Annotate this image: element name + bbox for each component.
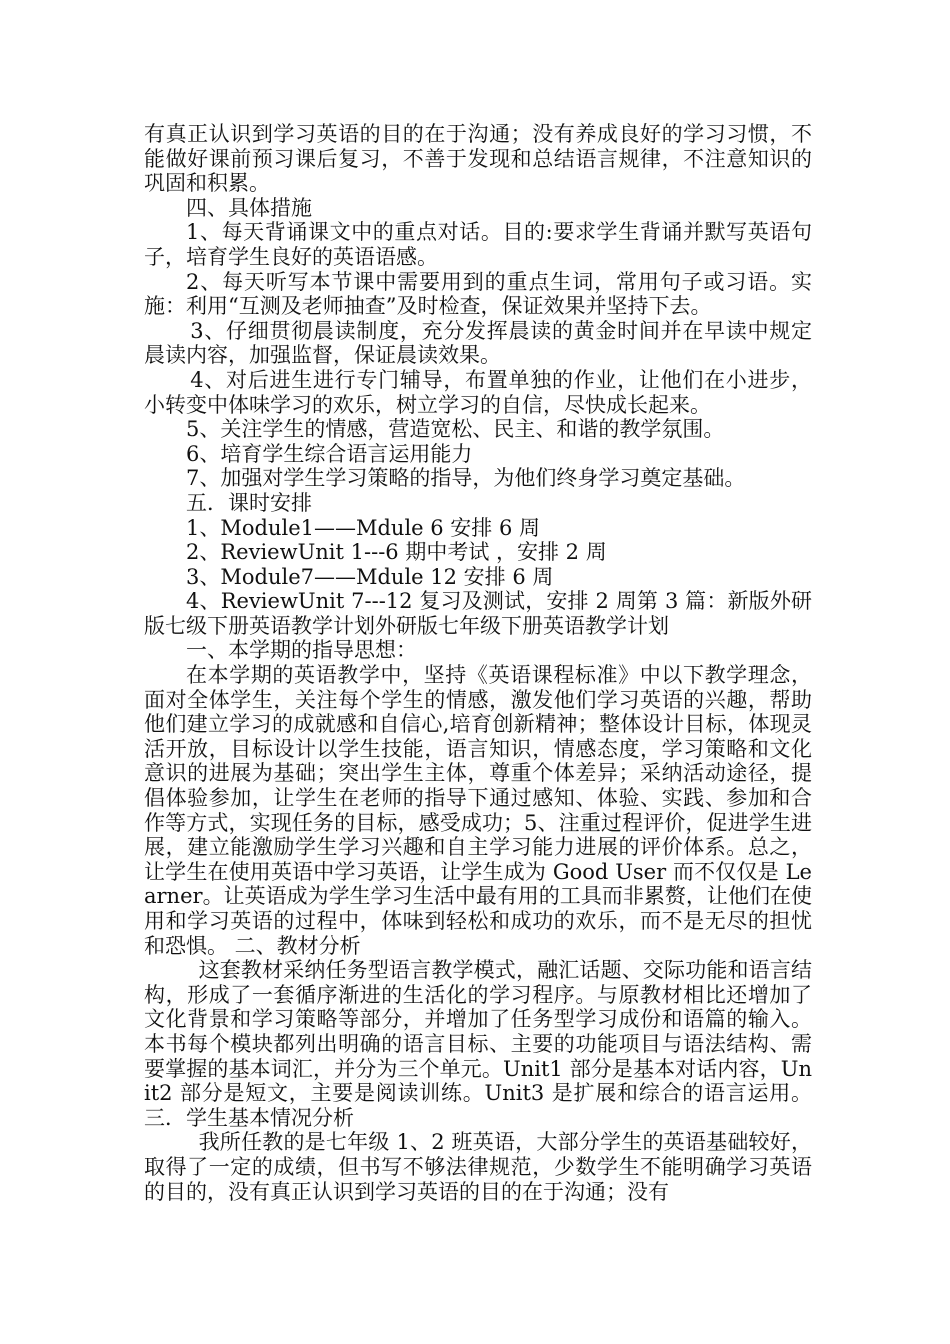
schedule-item: 3、Module7——Mdule 12 安排 6 周 xyxy=(186,564,554,589)
paragraph: 2、每天听写本节课中需要用到的重点生词，常用句子或习语。实施：利用“互测及老师抽查”及时检查，保证效果并坚持下去。 xyxy=(144,269,812,319)
paragraph: 4、对后进生进行专门辅导，布置单独的作业，让他们在小进步，小转变中体味学习的欢乐，树立学习的自信，尽快成长起来。 xyxy=(144,367,812,417)
paragraph: 3、仔细贯彻晨读制度，充分发挥晨读的黄金时间并在早读中规定晨读内容，加强监督，保证晨读效果。 xyxy=(144,318,812,368)
paragraph: 有真正认识到学习英语的目的在于沟通；没有养成良好的学习习惯，不能做好课前预习课后复习，不善于发现和总结语言规律，不注意知识的巩固和积累。 xyxy=(144,122,812,196)
section-heading: 五．课时安排 xyxy=(186,490,312,515)
schedule-item: 2、ReviewUnit 1---6 期中考试 ，安排 2 周 xyxy=(186,540,607,565)
paragraph: 我所任教的是七年级 1、2 班英语，大部分学生的英语基础较好，取得了一定的成绩，但书写不够法律规范，少数学生不能明确学习英语的目的，没有真正认识到学习英语的目的在于沟通；没有 xyxy=(144,1130,812,1204)
paragraph: 在本学期的英语教学中，坚持《英语课程标准》中以下教学理念，面对全体学生，关注每个学生的情感，激发他们学习英语的兴趣，帮助他们建立学习的成就感和自信心,培育创新精神；整体设计目标，体现灵活开放，目标设计以学生技能，语言知识，情感态度，学习策略和文化意识的进展为基础；突出学生主体，尊重个体差异；采纳活动途径，提倡体验参加，让学生在老师的指导下通过感知、体验、实践、参加和合作等方式，实现任务的目标，感受成功；5、注重过程评价，促进学生进展，建立能激励学生学习兴趣和自主学习能力进展的评价体系。总之，让学生在使用英语中学习英语，让学生成为 Good User 而不仅仅是 Learner。让英语成为学生学习生活中最有用的工具而非累赘，让他们在使用和学习英语的过程中，体味到轻松和成功的欢乐，而不是无尽的担忧和恐惧。 二、教材分析 xyxy=(144,663,812,958)
paragraph: 5、关注学生的情感，营造宽松、民主、和谐的教学氛围。 xyxy=(186,417,725,442)
section-heading: 四、具体措施 xyxy=(186,195,312,220)
paragraph: 6、培育学生综合语言运用能力 xyxy=(186,441,473,466)
paragraph: 1、每天背诵课文中的重点对话。目的:要求学生背诵并默写英语句子，培育学生良好的英语语感。 xyxy=(144,220,812,269)
paragraph: 7、加强对学生学习策略的指导，为他们终身学习奠定基础。 xyxy=(186,466,746,491)
schedule-item: 4、ReviewUnit 7---12 复习及测试，安排 2 周第 3 篇：新版外研版七级下册英语教学计划外研版七年级下册英语教学计划 xyxy=(144,589,812,638)
document-body xyxy=(144,122,812,1204)
section-heading: 一、本学期的指导思想： xyxy=(186,638,417,663)
paragraph: 这套教材采纳任务型语言教学模式，融汇话题、交际功能和语言结构，形成了一套循序渐进的生活化的学习程序。与原教材相比还增加了文化背景和学习策略等部分，并增加了任务型学习成份和语篇的输入。本书每个模块都列出明确的语言目标、主要的功能项目与语法结构、需要掌握的基本词汇，并分为三个单元。Unit1 部分是基本对话内容，Unit2 部分是短文，主要是阅读训练。Unit3 是扩展和综合的语言运用。 三．学生基本情况分析 xyxy=(144,958,812,1130)
schedule-item: 1、Module1——Mdule 6 安排 6 周 xyxy=(186,515,541,540)
